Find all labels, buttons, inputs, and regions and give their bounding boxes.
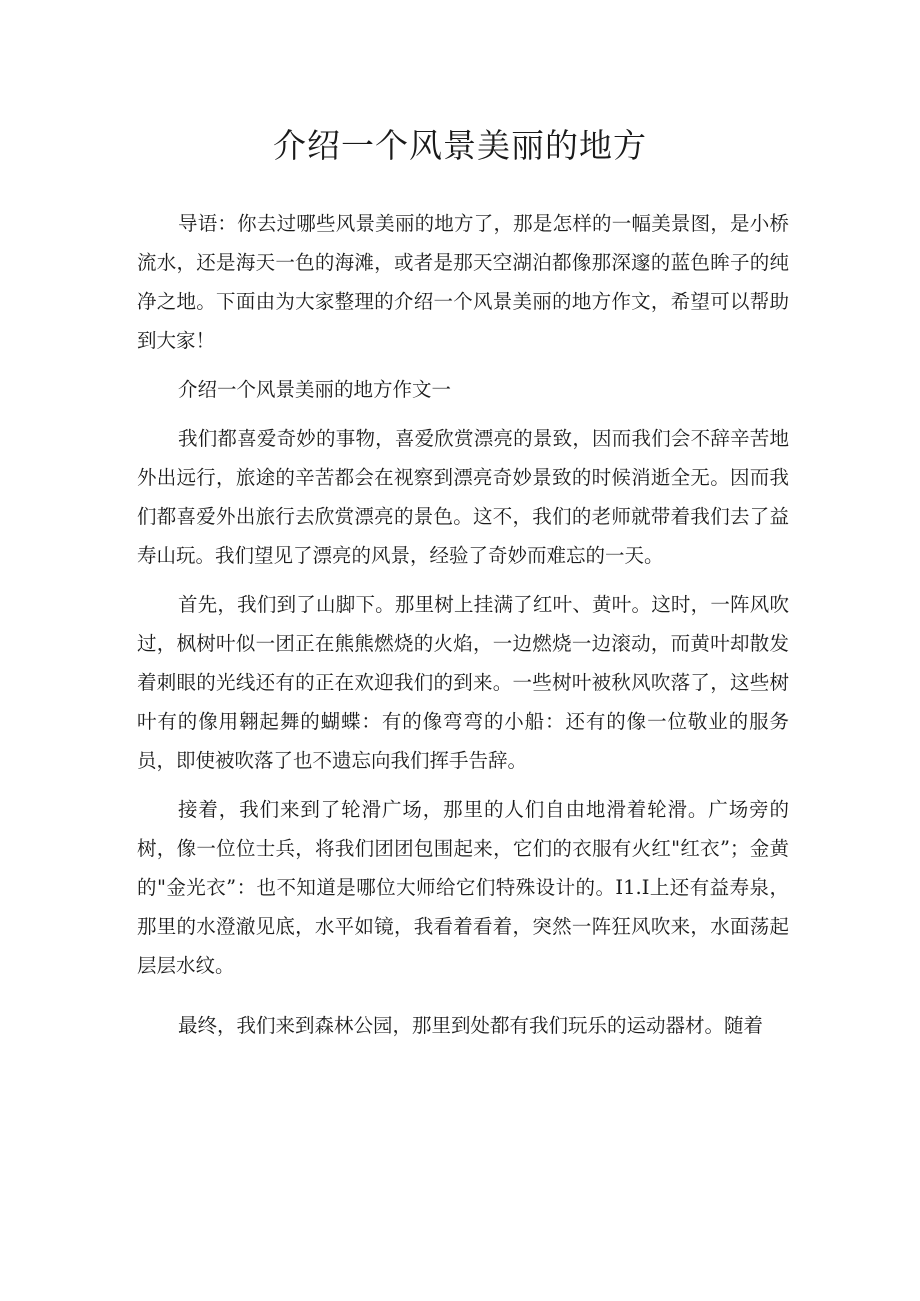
body-paragraph: 首先，我们到了山脚下。那里树上挂满了红叶、黄叶。这时，一阵风吹过，枫树叶似一团正在熊熊燃烧的火焰，一边燃烧一边滚动，而黄叶却散发着刺眼的光线还有的正在欢迎我们的到来。一些树叶被秋风吹落了，这些树叶有的像用翱起舞的蝴蝶：有的像弯弯的小船：还有的像一位敬业的服务员，即使被吹落了也不遗忘向我们挥手告辞。: [137, 593, 789, 772]
document-title: 介绍一个风景美丽的地方: [273, 126, 647, 165]
document-body: [137, 204, 789, 1045]
body-paragraph: 最终，我们来到森林公园，那里到处都有我们玩乐的运动器材。随着: [178, 1014, 764, 1037]
essay-heading: 介绍一个风景美丽的地方作文一: [178, 378, 452, 401]
intro-paragraph: 导语：你去过哪些风景美丽的地方了，那是怎样的一幅美景图，是小桥流水，还是海天一色的海滩，或者是那天空湖泊都像那深邃的蓝色眸子的纯净之地。下面由为大家整理的介绍一个风景美丽的地方作文，希望可以帮助到大家！: [137, 212, 789, 352]
body-paragraph: 接着，我们来到了轮滑广场，那里的人们自由地滑着轮滑。广场旁的树，像一位位士兵，将我们团团包围起来，它们的衣服有火红"红衣”；金黄的"金光衣”：也不知道是哪位大师给它们特殊设计的。I1.I上还有益寿泉，那里的水澄澈见底，水平如镜，我看着看着，突然一阵狂风吹来，水面荡起层层水纹。: [137, 798, 789, 977]
body-paragraph: 我们都喜爱奇妙的事物，喜爱欣赏漂亮的景致，因而我们会不辞辛苦地外出远行，旅途的辛苦都会在视察到漂亮奇妙景致的时候消逝全无。因而我们都喜爱外出旅行去欣赏漂亮的景色。这不，我们的老师就带着我们去了益寿山玩。我们望见了漂亮的风景，经验了奇妙而难忘的一天。: [137, 427, 789, 567]
